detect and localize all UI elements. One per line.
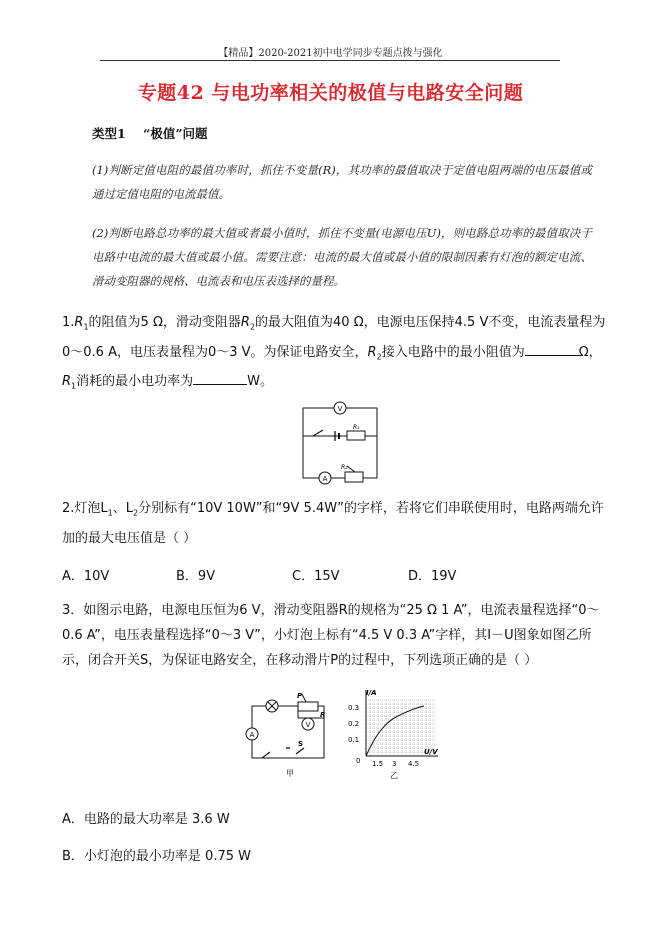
r1-label: R₁: [353, 424, 360, 431]
q1-unit: Ω，: [578, 344, 602, 360]
r2-label: R₂: [341, 464, 348, 471]
resistor-r2: [345, 472, 363, 482]
q1-unit: W。: [247, 374, 274, 390]
slider-p-label: P: [297, 692, 303, 700]
q1-var-r1: R: [62, 374, 72, 390]
y-tick-label: 0.2: [348, 720, 360, 728]
y-tick-label: 0.3: [348, 704, 360, 712]
q1-text: 的阻值为5 Ω，滑动变阻器: [88, 315, 241, 330]
q3-iu-graph: [338, 686, 448, 782]
x-tick-label: 4.5: [408, 760, 420, 768]
x-tick-label: 3: [392, 760, 397, 768]
switch-symbol: [313, 430, 323, 436]
section-label: 类型1: [92, 126, 126, 141]
answer-blank[interactable]: [525, 341, 579, 356]
x-tick-label: 1.5: [372, 760, 384, 768]
q2-sub: 1: [107, 508, 113, 518]
q1-sub: 2: [249, 322, 256, 332]
answer-blank[interactable]: [193, 370, 247, 385]
q2-sub: 2: [133, 508, 139, 518]
circuit-wire: [249, 706, 324, 758]
resistor-r1: [347, 431, 365, 440]
q2-option-a[interactable]: A．10V: [62, 569, 110, 584]
q1-text: 接入电路中的最小阻值为: [381, 344, 525, 360]
q3-option-b[interactable]: B．小灯泡的最小功率是 0.75 W: [62, 849, 251, 864]
voltmeter-label: V: [305, 721, 311, 729]
q1-sub: 2: [376, 352, 382, 362]
intro-paragraph-2: (2)判断电路总功率的最大值或者最小值时，抓住不变量(电源电压U)，则电路总功率的最值取决于电路中电流的最大值或最小值。需要注意：电流的最大值或最小值的限制因素有灯泡的额定电流、滑动变阻器的规格、电流表和电压表选择的量程。: [92, 226, 592, 288]
q1-sub: 1: [71, 381, 77, 391]
slider-arrow: [302, 694, 306, 702]
origin-label: 0: [356, 757, 361, 765]
iu-curve: [366, 706, 424, 756]
question-3: 3．如图示电路，电源电压恒为6 V，滑动变阻器R的规格为“25 Ω 1 A”，电流表量程选择“0～0.6 A”，电压表量程选择“0～3 V”，小灯泡上标有“4.5 V 0.3 A”字样，其I－U图象如图乙所示，闭合开关S，为保证电路安全，在移动滑片P的过程中，下列选项正确的是（ ）: [62, 603, 600, 668]
q3-option-a[interactable]: A．电路的最大功率是 3.6 W: [62, 812, 230, 827]
q1-var-r1: R: [74, 315, 84, 330]
rheostat-label: R: [320, 711, 326, 719]
q2-option-b[interactable]: B．9V: [176, 569, 216, 584]
page-header: 【精品】2020-2021初中电学同步专题点拨与强化: [218, 48, 443, 59]
q1-circuit-diagram: [295, 398, 385, 486]
rheostat-r: [298, 702, 318, 711]
question-1: [62, 310, 607, 399]
figure-caption-jia: 甲: [286, 769, 294, 778]
header-divider: [100, 60, 560, 61]
voltmeter-label: V: [337, 405, 343, 413]
q2-option-c[interactable]: C．15V: [292, 569, 340, 584]
q1-number: 1.: [62, 315, 75, 330]
switch-symbol: [296, 748, 304, 754]
circuit-wire: [303, 408, 377, 478]
q1-text: 的最大阻值为40 Ω，电源电压保持4.5 V不变，电流表量程为0～0.6 A，电压表量程为0～3 V。为保证电路安全，: [62, 315, 606, 360]
switch-label: S: [298, 740, 304, 748]
q1-text: 消耗的最小电功率为: [76, 374, 194, 390]
ammeter-label: A: [249, 731, 255, 739]
q1-sub: 1: [83, 322, 89, 332]
q2-text: 、L: [112, 501, 133, 516]
section-heading: [92, 124, 208, 142]
x-axis-label: U/V: [424, 748, 438, 756]
q1-var-r2: R: [367, 344, 377, 360]
y-tick-label: 0.1: [348, 736, 360, 744]
y-axis-label: I/A: [366, 689, 377, 697]
switch-symbol: [262, 752, 270, 758]
question-2: [62, 496, 607, 551]
page-title: 专题42 与电功率相关的极值与电路安全问题: [137, 82, 524, 104]
slider-arrow: [347, 466, 355, 472]
intro-paragraph-1: (1)判断定值电阻的最值功率时，抓住不变量(R)，其功率的最值取决于定值电阻两端的电压最值或通过定值电阻的电流最值。: [92, 163, 592, 201]
section-name: “极值”问题: [143, 126, 208, 141]
ammeter-label: A: [322, 475, 328, 483]
figure-caption-yi: 乙: [390, 771, 398, 780]
q3-circuit-diagram: [240, 690, 340, 780]
q2-option-d[interactable]: D．19V: [408, 569, 457, 584]
q2-text: 分别标有“10V 10W”和“9V 5.4W”的字样，若将它们串联使用时，电路两端允许加的最大电压值是（ ）: [62, 501, 604, 546]
q1-var-r2: R: [240, 315, 250, 330]
q2-text: 2.灯泡L: [62, 501, 108, 516]
